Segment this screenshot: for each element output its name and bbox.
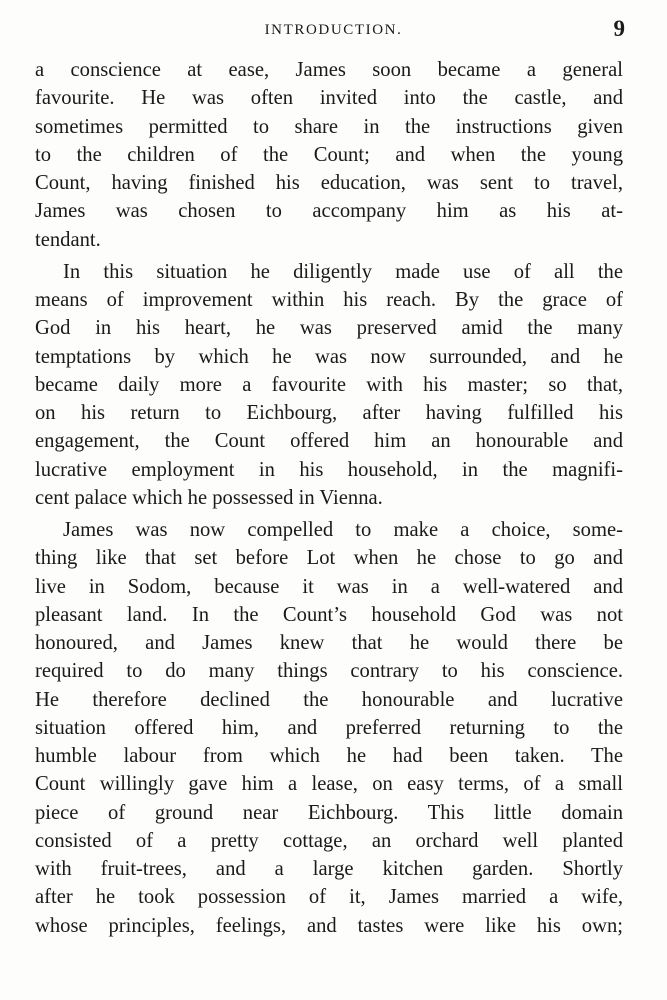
text-line: piece of ground near Eichbourg. This little domain (35, 801, 623, 824)
text-line: live in Sodom, because it was in a well-watered and (35, 575, 623, 598)
text-line: engagement, the Count offered him an honourable and (35, 430, 623, 453)
text-line: with fruit-trees, and a large kitchen garden. Shortly (35, 858, 623, 880)
text-line: a conscience at ease, James soon became a general (35, 59, 623, 81)
text-line: Count, having finished his education, was sent to travel, (35, 172, 623, 194)
text-line: whose principles, feelings, and tastes were like his own; (35, 914, 623, 937)
text-line: temptations by which he was now surrounded, and he (35, 345, 623, 368)
text-line: God in his heart, he was preserved amid the many (35, 317, 623, 340)
text-line: pleasant land. In the Count’s household God was not (35, 603, 623, 626)
text-line: means of improvement within his reach. By the grace of (35, 289, 623, 311)
text-line: In this situation he diligently made use of all the (63, 260, 623, 283)
text-line: lucrative employment in his household, in the magnifi- (35, 458, 623, 481)
paragraph-1 (35, 56, 623, 254)
text-line: He therefore declined the honourable and lucrative (35, 688, 623, 711)
text-line: thing like that set before Lot when he chose to go and (35, 547, 623, 570)
text-line: became daily more a favourite with his master; so that, (35, 373, 623, 396)
text-line: situation offered him, and preferred returning to the (35, 716, 623, 739)
text-line: to the children of the Count; and when the young (35, 143, 623, 166)
paragraph-2 (35, 258, 623, 512)
text-line: humble labour from which he had been taken. The (35, 745, 623, 767)
text-line: tendant. (35, 228, 101, 251)
text-line: honoured, and James knew that he would there be (35, 632, 623, 654)
text-line: James was chosen to accompany him as his at- (35, 200, 623, 223)
running-title: INTRODUCTION. (264, 22, 403, 38)
running-head (0, 16, 667, 46)
text-line: consisted of a pretty cottage, an orchard well planted (35, 829, 623, 852)
text-line: Count willingly gave him a lease, on easy terms, of a small (35, 773, 623, 796)
text-line: after he took possession of it, James married a wife, (35, 886, 623, 909)
body-text (35, 56, 623, 940)
text-line: on his return to Eichbourg, after having fulfilled his (35, 402, 623, 424)
text-line: favourite. He was often invited into the castle, and (35, 87, 623, 110)
text-line: required to do many things contrary to his conscience. (35, 660, 623, 683)
page-number: 9 (613, 16, 625, 41)
text-line: sometimes permitted to share in the instructions given (35, 115, 623, 138)
text-line: James was now compelled to make a choice, some- (63, 519, 623, 541)
paragraph-3 (35, 516, 623, 940)
text-line: cent palace which he possessed in Vienna. (35, 486, 383, 509)
